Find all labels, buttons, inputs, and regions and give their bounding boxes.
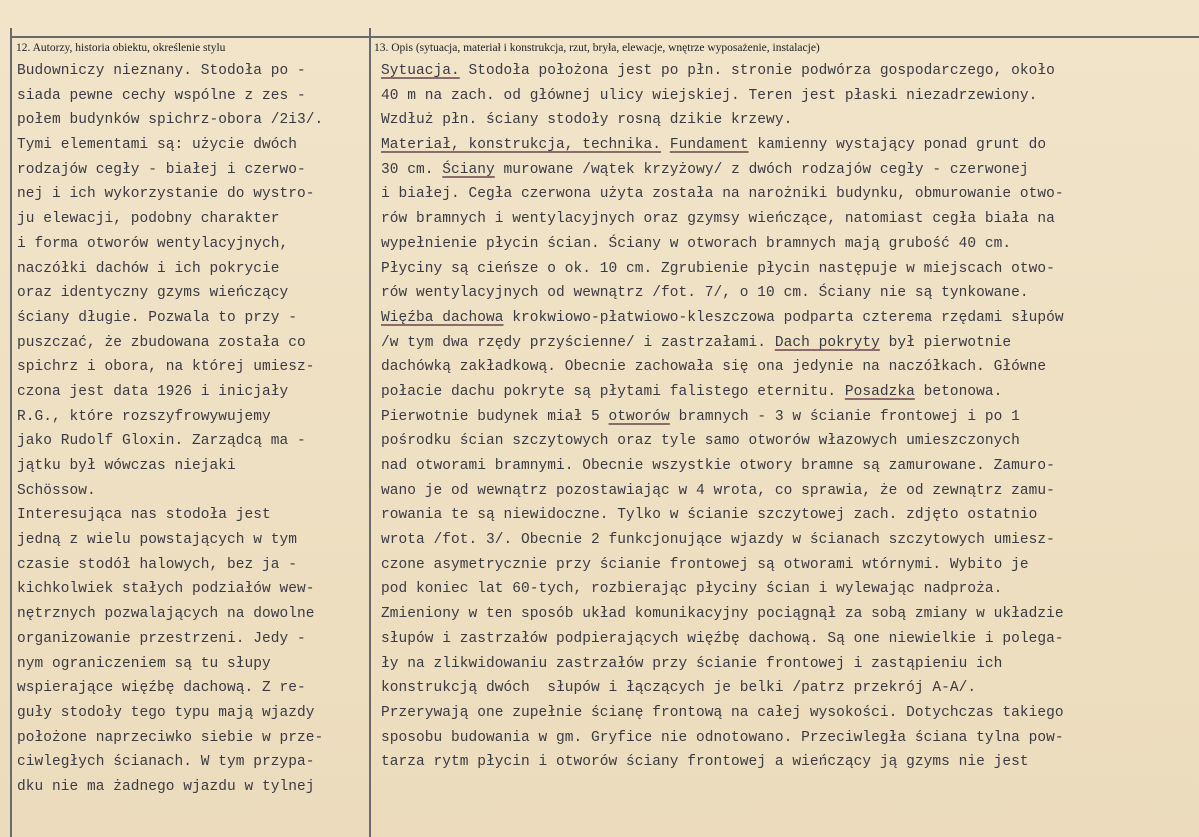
left-text-line: dku nie ma żadnego wjazdu w tylnej xyxy=(17,778,315,795)
left-text-line: czasie stodół halowych, bez ja - xyxy=(17,556,298,573)
text-segment: połacie dachu pokryte są płytami falistego eternitu. xyxy=(381,383,845,400)
underlined-heading: Sytuacja. xyxy=(381,63,460,79)
text-segment xyxy=(661,137,670,153)
right-text-line xyxy=(381,553,1193,578)
right-text-line xyxy=(381,207,1193,232)
text-segment: 30 cm. xyxy=(381,161,443,178)
left-text-line: kichkolwiek stałych podziałów wew- xyxy=(17,581,315,598)
text-segment: nad otworami bramnymi. Obecnie wszystkie otwory bramne są zamurowane. Zamuro- xyxy=(381,458,1055,474)
left-text-line: ju elewacji, podobny charakter xyxy=(17,211,280,228)
text-segment: rów wentylacyjnych od wewnątrz /fot. 7/, o 10 cm. Ściany nie są tynkowane. xyxy=(381,285,1029,302)
left-text-line: nym ograniczeniem są tu słupy xyxy=(17,655,271,672)
underlined-heading: Materiał, konstrukcja, technika. xyxy=(381,137,662,154)
right-column-header: 13. Opis (sytuacja, materiał i konstrukcja, rzut, bryła, elewacje, wnętrze wyposażenie, instalacje) xyxy=(374,42,820,54)
text-segment: Przerywają one zupełnie ścianę frontową na całej wysokości. Dotychczas takiego xyxy=(381,704,1064,721)
right-text-line xyxy=(381,528,1193,553)
text-segment: pod koniec lat 60-tych, rozbierając płyciny ścian i wylewając nadproża. xyxy=(381,581,1003,598)
left-text-line: czona jest data 1926 i inicjały xyxy=(17,383,289,400)
text-segment: dachówką zakładkową. Obecnie zachowała się ona jedynie na naczółkach. Główne xyxy=(381,359,1047,376)
right-text-line xyxy=(381,182,1193,207)
text-segment: i białej. Cegła czerwona użyta została na narożniki budynku, obmurowanie otwo- xyxy=(381,186,1064,203)
underlined-heading: otworów xyxy=(608,408,670,425)
left-text-line: rodzajów cegły - białej i czerwo- xyxy=(17,161,306,178)
left-text-line: naczółki dachów i ich pokrycie xyxy=(17,260,280,277)
right-text-line xyxy=(381,726,1193,751)
underlined-heading: Posadzka xyxy=(844,383,915,400)
left-text-line: Interesująca nas stodoła jest xyxy=(17,507,271,524)
text-segment: /w tym dwa rzędy przyścienne/ i zastrzałami. xyxy=(381,334,775,351)
left-border-rule xyxy=(10,28,12,837)
underlined-heading: Ściany xyxy=(442,161,495,178)
left-text-line: jątku był wówczas niejaki xyxy=(17,458,236,474)
text-segment: słupów i zastrzałów podpierających więźbę dachową. Są one niewielkie i polega- xyxy=(381,630,1064,647)
right-text-line xyxy=(381,331,1193,356)
text-segment: Wzdłuż płn. ściany stodoły rosną dzikie krzewy. xyxy=(381,112,793,129)
text-segment: rów bramnych i wentylacyjnych oraz gzymsy wieńczące, natomiast cegła biała na xyxy=(381,211,1055,228)
underlined-heading: Fundament xyxy=(669,137,749,154)
underlined-heading: Więźba dachowa xyxy=(381,309,504,326)
right-text-line xyxy=(381,750,1193,775)
right-text-line xyxy=(381,108,1193,133)
right-text-line xyxy=(381,405,1193,430)
underlined-heading: Dach pokryty xyxy=(774,334,880,351)
right-text-line xyxy=(381,306,1193,331)
text-segment: wypełnienie płycin ścian. Ściany w otworach bramnych mają grubość 40 cm. xyxy=(381,235,1012,252)
text-segment: konstrukcją dwóch słupów i łączących je belki /patrz przekrój A-A/. xyxy=(381,680,977,697)
left-text-line: ściany długie. Pozwala to przy - xyxy=(17,309,298,326)
right-text-line xyxy=(381,652,1193,677)
right-text-line xyxy=(381,479,1193,504)
text-segment: Płyciny są cieńsze o ok. 10 cm. Zgrubienie płycin następuje w miejscach otwo- xyxy=(381,260,1055,277)
text-segment: 40 m na zach. od głównej ulicy wiejskiej. Teren jest płaski niezadrzewiony. xyxy=(381,87,1038,104)
right-column-text xyxy=(381,59,1193,775)
left-text-line: spichrz i obora, na której umiesz- xyxy=(17,359,315,376)
left-text-line: jako Rudolf Gloxin. Zarządcą ma - xyxy=(17,433,306,450)
left-column-header: 12. Autorzy, historia obiektu, określenie stylu xyxy=(16,42,226,54)
left-text-line: oraz identyczny gzyms wieńczący xyxy=(17,285,289,302)
left-text-line: ciwległych ścianach. W tym przypa- xyxy=(17,754,315,771)
left-text-line: Schössow. xyxy=(17,482,96,499)
left-text-line: puszczać, że zbudowana została co xyxy=(17,334,306,351)
column-divider-rule xyxy=(369,28,371,837)
right-text-line xyxy=(381,701,1193,726)
right-text-line xyxy=(381,577,1193,602)
left-column-text xyxy=(17,59,367,800)
right-text-line xyxy=(381,133,1193,158)
left-text-line: Budowniczy nieznany. Stodoła po - xyxy=(17,63,306,79)
text-segment: sposobu budowania w gm. Gryfice nie odnotowano. Przeciwległa ściana tylna pow- xyxy=(381,729,1064,746)
text-segment: wrota /fot. 3/. Obecnie 2 funkcjonujące wjazdy w ścianach szczytowych umiesz- xyxy=(381,532,1055,549)
left-text-line: siada pewne cechy wspólne z zes - xyxy=(17,87,306,104)
text-segment: Zmieniony w ten sposób układ komunikacyjny pociągnął za sobą zmiany w układzie xyxy=(381,606,1064,623)
left-text-line: organizowanie przestrzeni. Jedy - xyxy=(17,630,306,647)
left-text-line: nej i ich wykorzystanie do wystro- xyxy=(17,186,315,203)
right-text-line xyxy=(381,602,1193,627)
text-segment: czone asymetrycznie przy ścianie frontowej są otworami wtórnymi. Wybito je xyxy=(381,556,1029,573)
text-segment: Pierwotnie budynek miał 5 xyxy=(381,408,609,425)
right-text-line xyxy=(381,503,1193,528)
right-text-line xyxy=(381,429,1193,454)
left-text-line: wspierające więźbę dachową. Z re- xyxy=(17,680,306,697)
text-segment: krokwiowo-płatwiowo-kleszczowa podparta czterema rzędami słupów xyxy=(503,309,1064,326)
right-text-line xyxy=(381,84,1193,109)
left-text-line: i forma otworów wentylacyjnych, xyxy=(17,235,289,252)
left-text-line: R.G., które rozszyfrowywujemy xyxy=(17,408,271,425)
header-rule xyxy=(10,36,1199,38)
text-segment: kamienny wystający ponad grunt do xyxy=(748,137,1047,154)
text-segment: pośrodku ścian szczytowych oraz tyle samo otworów włazowych umieszczonych xyxy=(381,433,1020,450)
left-text-line: nętrznych pozwalających na dowolne xyxy=(17,606,315,623)
left-text-line: Tymi elementami są: użycie dwóch xyxy=(17,137,298,154)
left-text-line: połem budynków spichrz-obora /2i3/. xyxy=(17,112,324,129)
right-text-line xyxy=(381,281,1193,306)
text-segment: Stodoła położona jest po płn. stronie podwórza gospodarczego, około xyxy=(459,63,1055,79)
right-text-line xyxy=(381,454,1193,479)
right-text-line xyxy=(381,59,1193,84)
text-segment: murowane /wątek krzyżowy/ z dwóch rodzajów cegły - czerwonej xyxy=(494,161,1029,178)
text-segment: był pierwotnie xyxy=(879,334,1012,351)
right-text-line xyxy=(381,627,1193,652)
right-text-line xyxy=(381,232,1193,257)
right-text-line xyxy=(381,257,1193,282)
right-text-line xyxy=(381,380,1193,405)
text-segment: wano je od wewnątrz pozostawiając w 4 wrota, co sprawia, że od zewnątrz zamu- xyxy=(381,482,1055,499)
left-text-line: jedną z wielu powstających w tym xyxy=(17,532,298,549)
right-text-line xyxy=(381,676,1193,701)
text-segment: bramnych - 3 w ścianie frontowej i po 1 xyxy=(669,408,1020,425)
text-segment: betonowa. xyxy=(914,383,1003,400)
text-segment: tarza rytm płycin i otworów ściany frontowej a wieńczący ją gzyms nie jest xyxy=(381,754,1029,771)
left-text-line: guły stodoły tego typu mają wjazdy xyxy=(17,704,315,721)
right-text-line xyxy=(381,158,1193,183)
text-segment: rowania te są niewidoczne. Tylko w ścianie szczytowej zach. zdjęto ostatnio xyxy=(381,507,1038,524)
text-segment: ły na zlikwidowaniu zastrzałów przy ścianie frontowej i zastąpieniu ich xyxy=(381,655,1003,672)
right-text-line xyxy=(381,355,1193,380)
left-text-line: położone naprzeciwko siebie w prze- xyxy=(17,729,324,746)
